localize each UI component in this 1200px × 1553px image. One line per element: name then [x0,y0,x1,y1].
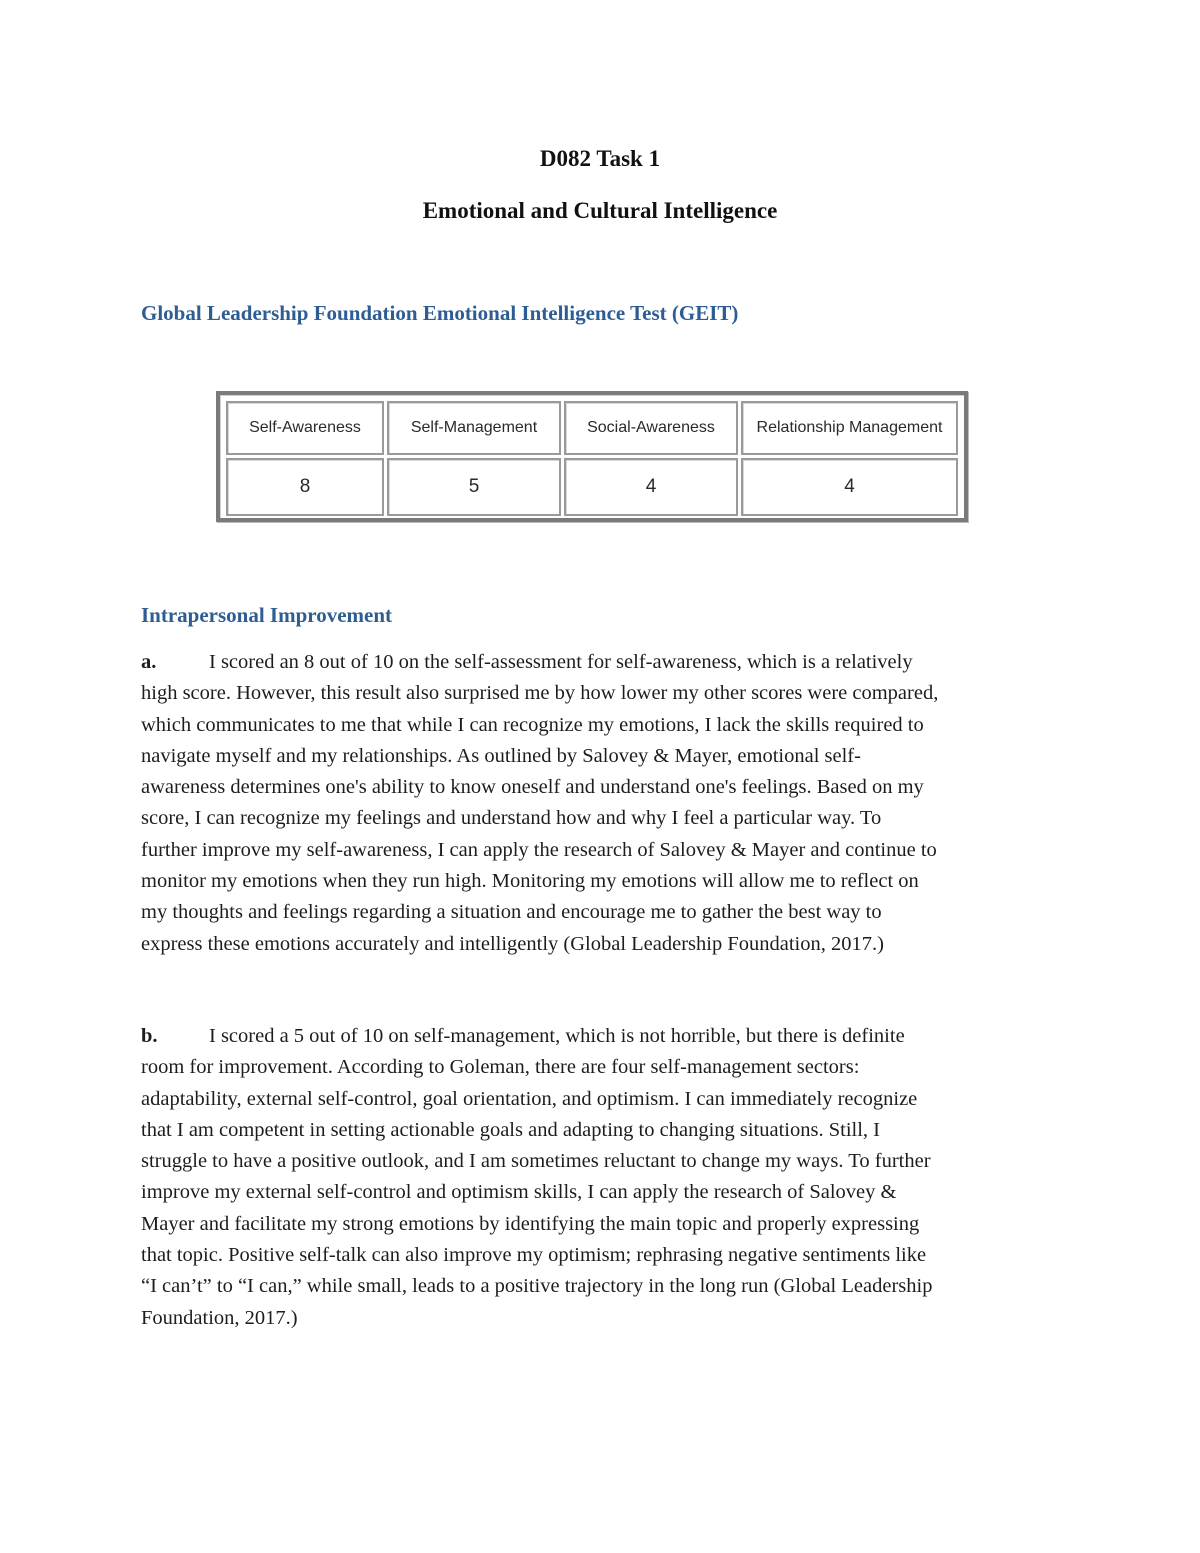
paragraph-line: Foundation, 2017.) [141,1306,298,1329]
paragraph-line: further improve my self-awareness, I can apply the research of Salovey & Mayer and continue to [141,838,937,861]
paragraph-line: score, I can recognize my feelings and understand how and why I feel a particular way. To [141,807,882,830]
paragraph-line: my thoughts and feelings regarding a situation and encourage me to gather the best way to [141,901,882,924]
paragraph-line: navigate myself and my relationships. As outlined by Salovey & Mayer, emotional self- [141,744,861,767]
section-heading-intrapersonal: Intrapersonal Improvement [141,603,393,627]
paragraph-text: I scored a 5 out of 10 on self-management, which is not horrible, but there is definite [209,1025,905,1047]
paragraph-line: monitor my emotions when they run high. Monitoring my emotions will allow me to reflect on [141,870,919,893]
document-subtitle: Emotional and Cultural Intelligence [422,198,778,223]
paragraph-line: that topic. Positive self-talk can also improve my optimism; rephrasing negative sentiments like [141,1244,927,1267]
score-table [223,398,961,519]
value-social-awareness: 4 [564,458,738,516]
paragraph-line: which communicates to me that while I can recognize my emotions, I lack the skills required to [141,713,924,736]
paragraph-marker: a. [141,651,157,673]
value-relationship-management: 4 [741,458,958,516]
section-heading-geit: Global Leadership Foundation Emotional Intelligence Test (GEIT) [141,301,739,325]
paragraph-line: improve my external self-control and optimism skills, I can apply the research of Salovey & [141,1181,897,1204]
value-self-awareness: 8 [226,458,384,516]
paragraph-line: that I am competent in setting actionable goals and adapting to changing situations. Still, I [141,1118,880,1141]
paragraph-line: room for improvement. According to Goleman, there are four self-management sectors: [141,1056,860,1079]
paragraph-line [141,647,1061,678]
paragraph-line: express these emotions accurately and intelligently (Global Leadership Foundation, 2017.) [141,932,884,955]
header-self-awareness: Self-Awareness [226,401,384,455]
score-table-image [216,391,968,522]
value-self-management: 5 [387,458,561,516]
paragraph-b [141,1021,1061,1334]
paragraph-line: awareness determines one's ability to know oneself and understand one's feelings. Based on my [141,776,924,799]
paragraph-line: “I can’t” to “I can,” while small, leads to a positive trajectory in the long run (Global Leadership [141,1275,933,1298]
paragraph-marker: b. [141,1025,158,1047]
score-table-header-row [226,401,958,455]
paragraph-a [141,647,1061,960]
header-relationship-management: Relationship Management [741,401,958,455]
paragraph-line: struggle to have a positive outlook, and I am sometimes reluctant to change my ways. To further [141,1150,931,1173]
paragraph-line: adaptability, external self-control, goal orientation, and optimism. I can immediately recognize [141,1087,918,1110]
paragraph-line [141,1021,1061,1052]
paragraph-line: high score. However, this result also surprised me by how lower my other scores were compared, [141,682,939,705]
score-table-value-row [226,458,958,516]
paragraph-line: Mayer and facilitate my strong emotions by identifying the main topic and properly expressing [141,1212,920,1235]
header-self-management: Self-Management [387,401,561,455]
paragraph-text: I scored an 8 out of 10 on the self-assessment for self-awareness, which is a relatively [209,651,913,673]
header-social-awareness: Social-Awareness [564,401,738,455]
document-title: D082 Task 1 [539,146,661,171]
